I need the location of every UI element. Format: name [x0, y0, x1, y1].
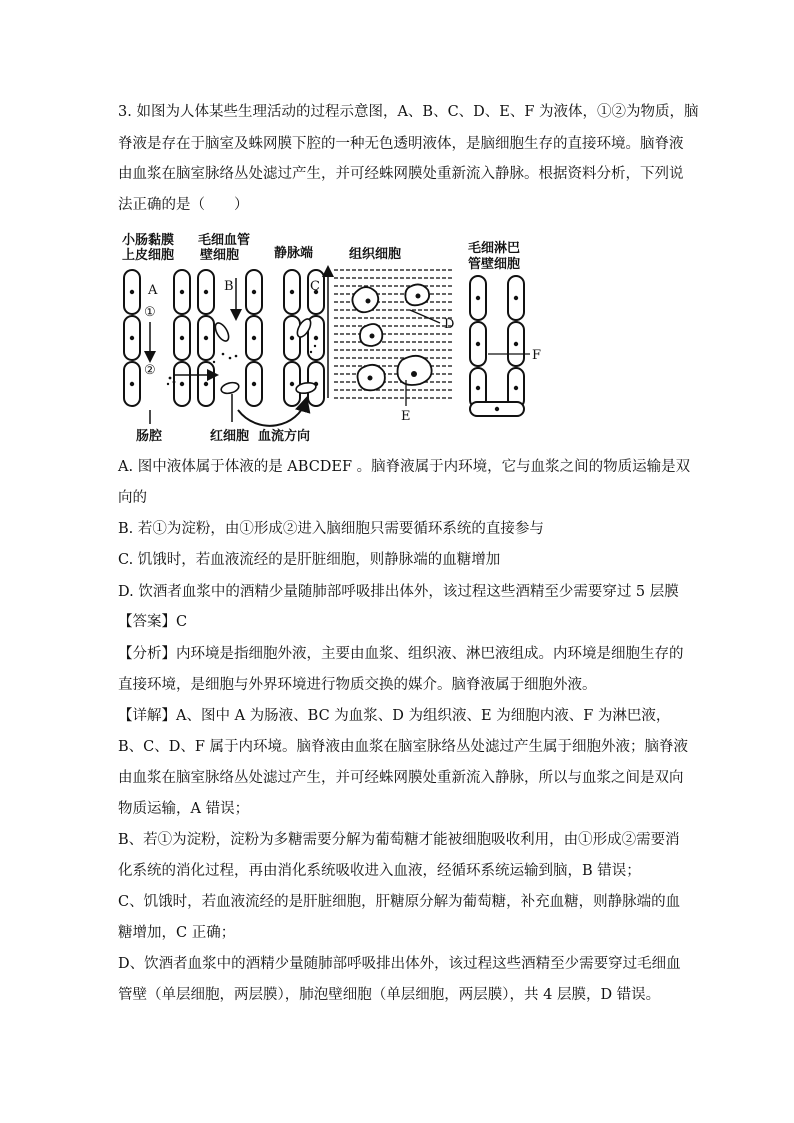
- detail-line: 化系统的消化过程，再由消化系统吸收进入血液，经循环系统运输到脑，B 错误；: [118, 863, 641, 879]
- label-intestine-epithelium-1: 小肠黏膜: [122, 233, 175, 248]
- question-line: 脊液是存在于脑室及蛛网膜下腔的一种无色透明液体，是脑细胞生存的直接环境。脑脊液: [118, 136, 684, 152]
- detail-line: B、C、D、F 属于内环境。脑脊液由血浆在脑室脉络丛处滤过产生属于细胞外液；脑脊液: [118, 739, 689, 755]
- physiology-diagram: [118, 228, 548, 443]
- analysis-line: 【分析】内环境是指细胞外液，主要由血浆、组织液、淋巴液组成。内环境是细胞生存的: [118, 646, 684, 662]
- analysis-line: 直接环境，是细胞与外界环境进行物质交换的媒介。脑脊液属于细胞外液。: [118, 677, 597, 693]
- label-lymph-wall-2: 管壁细胞: [468, 257, 521, 272]
- label-intestine-epithelium-2: 上皮细胞: [122, 248, 175, 263]
- label-intestinal-lumen: 肠腔: [136, 429, 163, 443]
- label-capillary-wall-1: 毛细血管: [198, 233, 251, 248]
- label-tissue-cells: 组织细胞: [349, 247, 402, 262]
- letter-E: E: [401, 409, 411, 424]
- substance-2: ②: [144, 363, 156, 378]
- tissue-cells: [352, 284, 431, 390]
- label-red-blood-cell: 红细胞: [210, 429, 250, 443]
- question-line: 3. 如图为人体某些生理活动的过程示意图，A、B、C、D、E、F 为液体，①②为物质，脑: [118, 104, 699, 120]
- question-line: 法正确的是（ ）: [118, 197, 249, 213]
- detail-line: C、饥饿时，若血液流经的是肝脏细胞，肝糖原分解为葡萄糖，补充血糖，则静脉端的血: [118, 894, 681, 910]
- answer: 【答案】C: [118, 614, 188, 630]
- option-B: B. 若①为淀粉，由①形成②进入脑细胞只需要循环系统的直接参与: [118, 521, 544, 537]
- option-C: C. 饥饿时，若血液流经的是肝脏细胞，则静脉端的血糖增加: [118, 552, 501, 568]
- question-line: 由血浆在脑室脉络丛处滤过产生，并可经蛛网膜处重新流入静脉。根据资料分析，下列说: [118, 166, 684, 182]
- letter-C: C: [310, 279, 320, 294]
- option-A: A. 图中液体属于体液的是 ABCDEF 。脑脊液属于内环境，它与血浆之间的物质运输是双: [118, 459, 691, 475]
- detail-line: 管壁（单层细胞，两层膜），肺泡壁细胞（单层细胞，两层膜），共 4 层膜，D 错误。: [118, 987, 661, 1003]
- label-venous-end: 静脉端: [274, 246, 314, 261]
- option-A-cont: 向的: [118, 490, 147, 506]
- letter-A: A: [148, 283, 158, 298]
- detail-line: 物质运输，A 错误；: [118, 801, 250, 817]
- pointer-D: [410, 310, 440, 323]
- label-lymph-wall-1: 毛细淋巴: [468, 241, 521, 256]
- substance-1: ①: [144, 305, 156, 320]
- detail-line: B、若①为淀粉，淀粉为多糖需要分解为葡萄糖才能被细胞吸收利用，由①形成②需要消: [118, 832, 680, 848]
- label-capillary-wall-2: 壁细胞: [200, 248, 240, 263]
- label-blood-flow: 血流方向: [258, 429, 311, 443]
- detail-line: 【详解】A、图中 A 为肠液、BC 为血浆、D 为组织液、E 为细胞内液、F 为淋巴液，: [118, 708, 671, 724]
- letter-B: B: [224, 279, 234, 294]
- detail-line: 糖增加，C 正确；: [118, 925, 236, 941]
- detail-line: 由血浆在脑室脉络丛处滤过产生，并可经蛛网膜处重新流入静脉，所以与血浆之间是双向: [118, 770, 684, 786]
- detail-line: D、饮酒者血浆中的酒精少量随肺部呼吸排出体外，该过程这些酒精至少需要穿过毛细血: [118, 956, 681, 972]
- letter-F: F: [532, 348, 542, 363]
- interstitial-fluid: [334, 270, 455, 398]
- red-blood-cells: [213, 317, 317, 395]
- letter-D: D: [444, 317, 455, 332]
- option-D: D. 饮酒者血浆中的酒精少量随肺部呼吸排出体外，该过程这些酒精至少需要穿过 5 层膜: [118, 584, 679, 600]
